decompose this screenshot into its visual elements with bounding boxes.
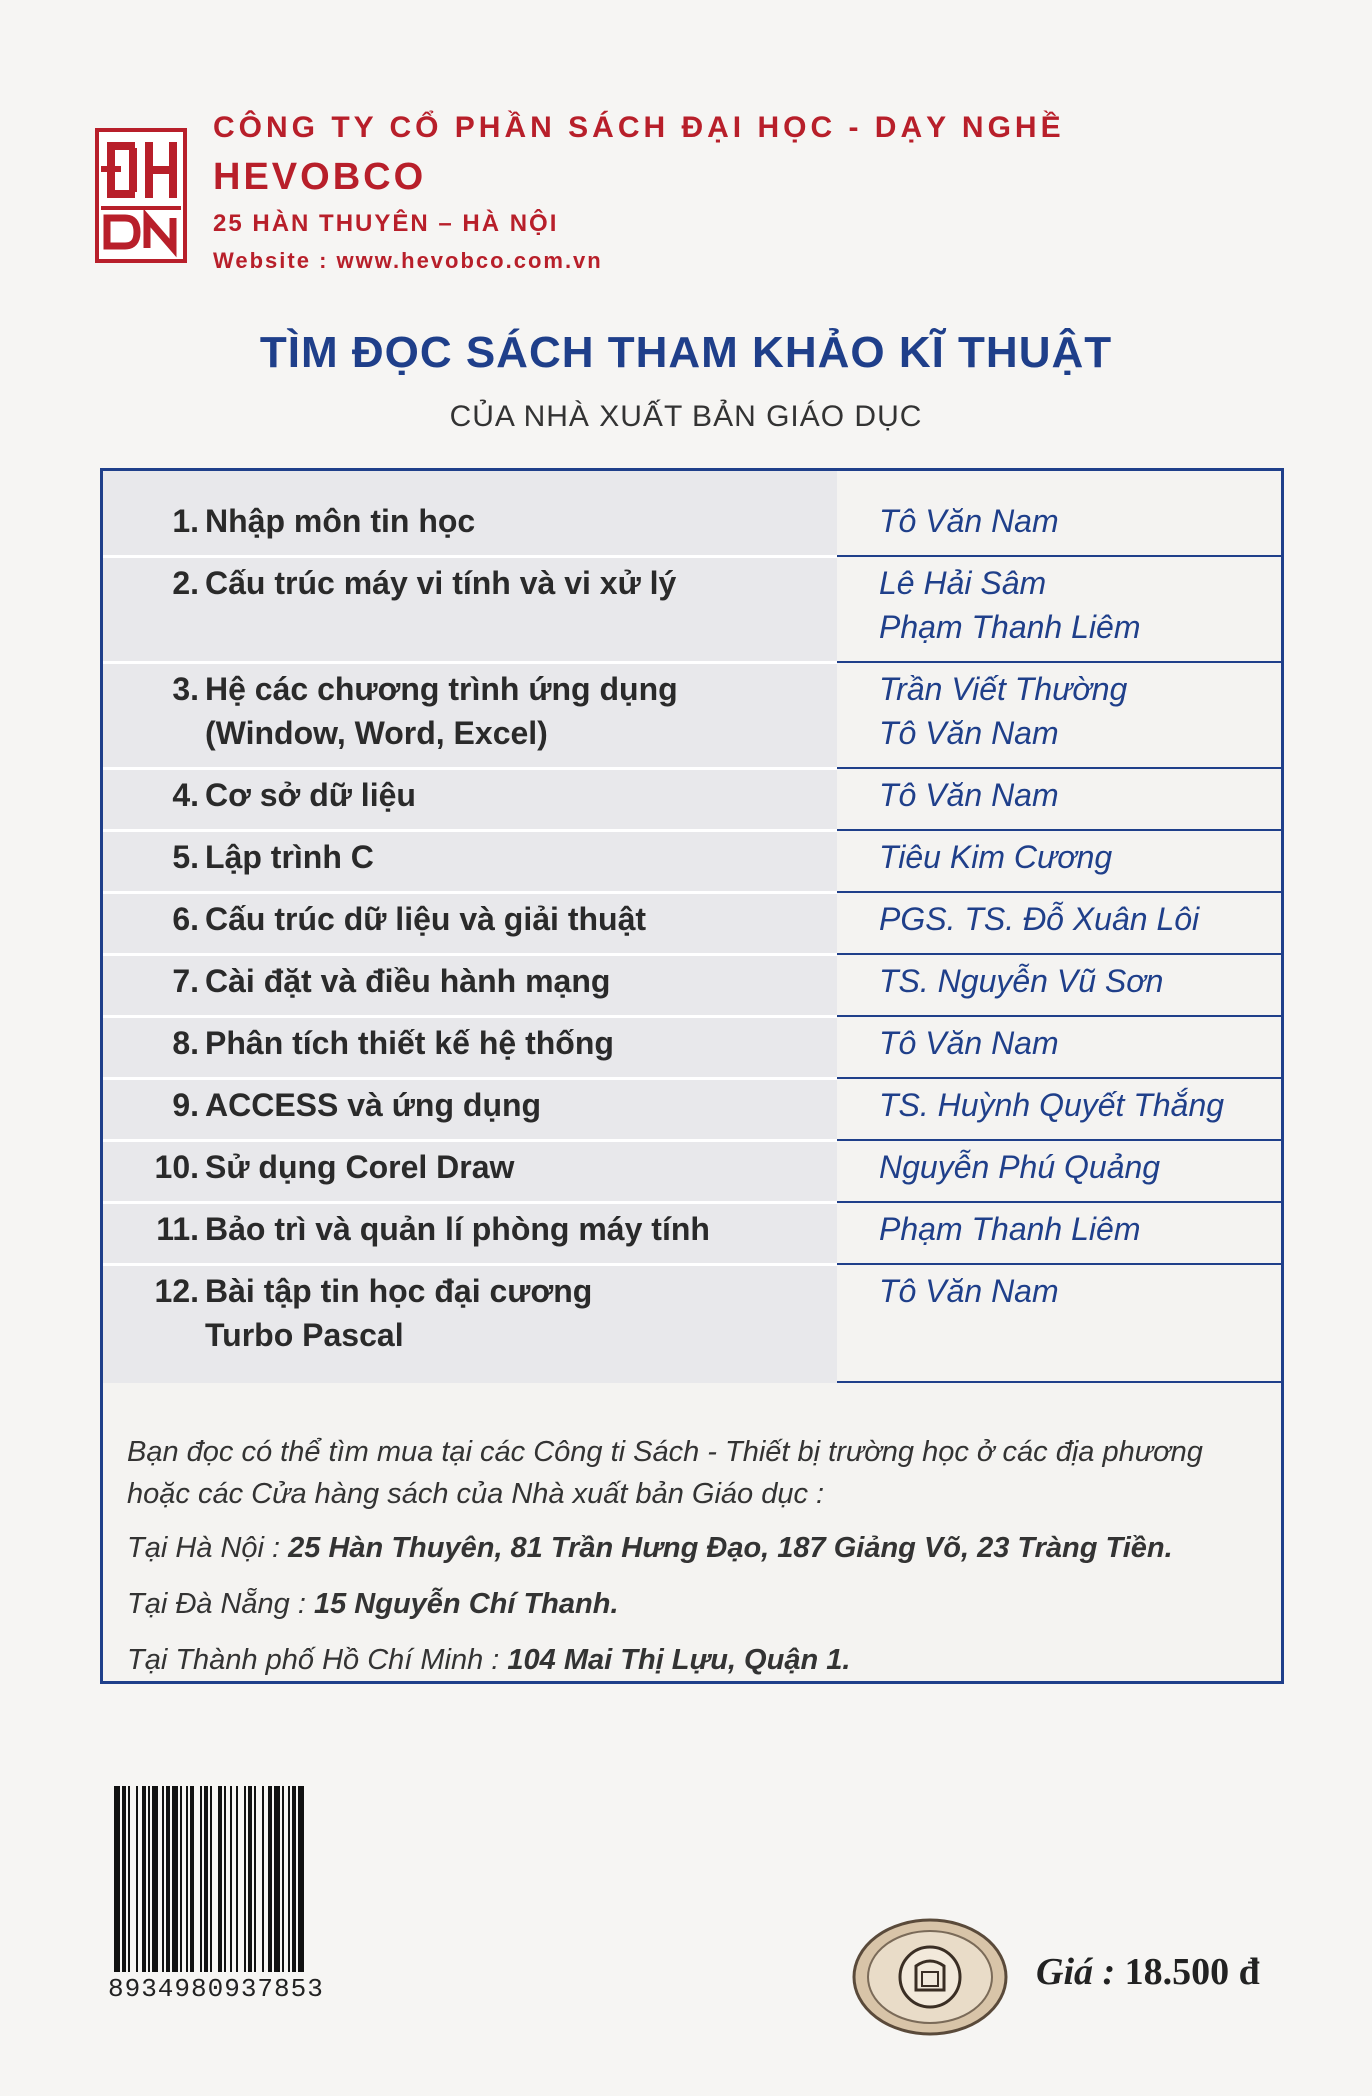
book-author-line: Tô Văn Nam bbox=[879, 715, 1059, 751]
book-author-line: Lê Hải Sâm bbox=[879, 565, 1047, 601]
barcode-bar bbox=[230, 1786, 232, 1972]
store-intro-line-2: hoặc các Cửa hàng sách của Nhà xuất bản Giáo dục : bbox=[127, 1478, 825, 1510]
page-title: TÌM ĐỌC SÁCH THAM KHẢO KĨ THUẬT bbox=[259, 328, 1113, 377]
book-title-line: Hệ các chương trình ứng dụng bbox=[205, 671, 678, 707]
book-author-line: Trần Viết Thường bbox=[879, 671, 1128, 707]
book-title bbox=[205, 835, 825, 879]
row-divider bbox=[837, 953, 1281, 955]
barcode-bar bbox=[142, 1786, 146, 1972]
publisher-seal-icon bbox=[850, 1916, 1010, 2038]
publisher-logo bbox=[95, 128, 187, 263]
book-author bbox=[879, 1145, 1279, 1189]
book-title bbox=[205, 1083, 825, 1127]
barcode-bar bbox=[152, 1786, 158, 1972]
book-author-line: Tô Văn Nam bbox=[879, 777, 1059, 813]
barcode-bar bbox=[114, 1786, 120, 1972]
barcode-bar bbox=[236, 1786, 238, 1972]
row-divider bbox=[837, 767, 1281, 769]
book-title-line: ACCESS và ứng dụng bbox=[205, 1087, 542, 1123]
book-author bbox=[879, 499, 1279, 543]
book-author-line: Tô Văn Nam bbox=[879, 1273, 1059, 1309]
book-number: 7. bbox=[172, 963, 199, 999]
book-title bbox=[205, 897, 825, 941]
barcode-bar bbox=[210, 1786, 212, 1972]
book-row bbox=[103, 1207, 1281, 1263]
book-title-line: Cấu trúc máy vi tính và vi xử lý bbox=[205, 565, 677, 601]
publisher-company: CÔNG TY CỔ PHẦN SÁCH ĐẠI HỌC - DẠY NGHỀ bbox=[213, 111, 1065, 144]
barcode-bar bbox=[172, 1786, 178, 1972]
book-number: 1. bbox=[172, 503, 199, 539]
book-title bbox=[205, 959, 825, 1003]
publisher-address: 25 HÀN THUYÊN – HÀ NỘI bbox=[213, 210, 559, 237]
row-divider bbox=[837, 1077, 1281, 1079]
book-title-line: (Window, Word, Excel) bbox=[205, 715, 548, 751]
barcode-bar bbox=[136, 1786, 138, 1972]
row-divider bbox=[837, 1263, 1281, 1265]
row-divider bbox=[103, 555, 837, 558]
book-row bbox=[103, 1145, 1281, 1201]
row-divider bbox=[103, 953, 837, 956]
row-divider bbox=[837, 829, 1281, 831]
store-hanoi-address: 25 Hàn Thuyên, 81 Trần Hưng Đạo, 187 Giảng Võ, 23 Tràng Tiền. bbox=[288, 1532, 1173, 1564]
book-title-line: Cấu trúc dữ liệu và giải thuật bbox=[205, 901, 647, 937]
row-divider bbox=[837, 1381, 1281, 1383]
row-divider bbox=[837, 1201, 1281, 1203]
book-author-line: Phạm Thanh Liêm bbox=[879, 609, 1141, 645]
publisher-info bbox=[213, 108, 1065, 278]
publisher-name: HEVOBCO bbox=[213, 156, 427, 198]
book-author bbox=[879, 1207, 1279, 1251]
book-title-line: Bảo trì và quản lí phòng máy tính bbox=[205, 1211, 710, 1247]
book-title bbox=[205, 1269, 825, 1357]
barcode-bar bbox=[254, 1786, 256, 1972]
barcode-bar bbox=[128, 1786, 130, 1972]
store-hcm-label: Tại Thành phố Hồ Chí Minh : bbox=[127, 1644, 508, 1676]
book-row bbox=[103, 561, 1281, 661]
price bbox=[1036, 1950, 1260, 1994]
book-author-line: TS. Huỳnh Quyết Thắng bbox=[879, 1087, 1225, 1123]
barcode-bar bbox=[166, 1786, 170, 1972]
publisher-website: Website : www.hevobco.com.vn bbox=[213, 248, 603, 273]
book-row bbox=[103, 1021, 1281, 1077]
store-intro-line-1: Bạn đọc có thể tìm mua tại các Công ti Sách - Thiết bị trường học ở các địa phương bbox=[127, 1436, 1203, 1468]
row-divider bbox=[103, 767, 837, 770]
row-divider bbox=[103, 1015, 837, 1018]
barcode-bar bbox=[190, 1786, 194, 1972]
barcode-bar bbox=[248, 1786, 252, 1972]
barcode-bar bbox=[274, 1786, 280, 1972]
store-hcm-address: 104 Mai Thị Lựu, Quận 1. bbox=[507, 1644, 851, 1676]
row-divider bbox=[103, 1077, 837, 1080]
book-title-line: Cơ sở dữ liệu bbox=[205, 777, 416, 813]
row-divider bbox=[837, 555, 1281, 557]
barcode-digits: 8934980937853 bbox=[108, 1974, 324, 2004]
store-danang bbox=[127, 1583, 1267, 1625]
book-row bbox=[103, 499, 1281, 555]
book-title-line: Phân tích thiết kế hệ thống bbox=[205, 1025, 614, 1061]
row-divider bbox=[103, 661, 837, 664]
row-divider bbox=[103, 829, 837, 832]
book-number: 9. bbox=[172, 1087, 199, 1123]
barcode-bar bbox=[292, 1786, 296, 1972]
book-title bbox=[205, 499, 825, 543]
book-title-line: Turbo Pascal bbox=[205, 1317, 404, 1353]
barcode-bar bbox=[122, 1786, 126, 1972]
row-divider bbox=[837, 1139, 1281, 1141]
price-value: 18.500 đ bbox=[1124, 1951, 1260, 1993]
book-title-line: Nhập môn tin học bbox=[205, 503, 476, 539]
book-author bbox=[879, 1269, 1279, 1313]
book-row bbox=[103, 897, 1281, 953]
book-row bbox=[103, 1269, 1281, 1381]
book-author bbox=[879, 773, 1279, 817]
book-number: 2. bbox=[172, 565, 199, 601]
page-subtitle: CỦA NHÀ XUẤT BẢN GIÁO DỤC bbox=[449, 400, 923, 433]
book-author-line: Nguyễn Phú Quảng bbox=[879, 1149, 1161, 1185]
book-author-line: Phạm Thanh Liêm bbox=[879, 1211, 1141, 1247]
book-row bbox=[103, 959, 1281, 1015]
book-title-line: Bài tập tin học đại cương bbox=[205, 1273, 593, 1309]
barcode-bar bbox=[162, 1786, 164, 1972]
book-title-line: Sử dụng Corel Draw bbox=[205, 1149, 515, 1185]
book-row bbox=[103, 667, 1281, 767]
barcode-bar bbox=[186, 1786, 188, 1972]
book-author bbox=[879, 561, 1279, 649]
publisher-logo-mark bbox=[99, 132, 183, 259]
book-row bbox=[103, 773, 1281, 829]
barcode-bar bbox=[298, 1786, 304, 1972]
book-author-line: Tô Văn Nam bbox=[879, 503, 1059, 539]
barcode-bar bbox=[262, 1786, 264, 1972]
book-number: 3. bbox=[172, 671, 199, 707]
book-number: 6. bbox=[172, 901, 199, 937]
book-title bbox=[205, 1021, 825, 1065]
barcode-bar bbox=[288, 1786, 290, 1972]
barcode-bar bbox=[180, 1786, 182, 1972]
row-divider bbox=[103, 1263, 837, 1266]
book-number: 5. bbox=[172, 839, 199, 875]
book-number: 10. bbox=[154, 1149, 199, 1185]
barcode-bar bbox=[244, 1786, 246, 1972]
book-number: 4. bbox=[172, 777, 199, 813]
barcode-bar bbox=[268, 1786, 272, 1972]
book-author-line: Tô Văn Nam bbox=[879, 1025, 1059, 1061]
book-row bbox=[103, 1083, 1281, 1139]
book-author bbox=[879, 897, 1279, 941]
book-title-line: Lập trình C bbox=[205, 839, 374, 875]
row-divider bbox=[103, 1139, 837, 1142]
book-author bbox=[879, 1021, 1279, 1065]
price-label: Giá : bbox=[1036, 1951, 1125, 1993]
book-author bbox=[879, 667, 1279, 755]
book-author bbox=[879, 835, 1279, 879]
book-title bbox=[205, 1207, 825, 1251]
book-number: 8. bbox=[172, 1025, 199, 1061]
row-divider bbox=[103, 891, 837, 894]
store-hanoi bbox=[127, 1527, 1267, 1569]
barcode-bar bbox=[224, 1786, 226, 1972]
book-title-line: Cài đặt và điều hành mạng bbox=[205, 963, 611, 999]
store-danang-address: 15 Nguyễn Chí Thanh. bbox=[313, 1588, 619, 1620]
book-number: 12. bbox=[154, 1273, 199, 1309]
book-number: 11. bbox=[156, 1211, 199, 1247]
barcode bbox=[110, 1786, 390, 1986]
book-row bbox=[103, 835, 1281, 891]
book-title bbox=[205, 773, 825, 817]
book-title bbox=[205, 1145, 825, 1189]
barcode-bar bbox=[200, 1786, 202, 1972]
book-list-box bbox=[100, 468, 1284, 1684]
row-divider bbox=[103, 1201, 837, 1204]
book-author bbox=[879, 959, 1279, 1003]
row-divider bbox=[837, 891, 1281, 893]
book-author-line: PGS. TS. Đỗ Xuân Lôi bbox=[879, 901, 1200, 937]
row-divider bbox=[837, 1015, 1281, 1017]
book-author-line: TS. Nguyễn Vũ Sơn bbox=[879, 963, 1164, 999]
row-divider bbox=[837, 661, 1281, 663]
barcode-bar bbox=[282, 1786, 284, 1972]
book-author bbox=[879, 1083, 1279, 1127]
store-danang-label: Tại Đà Nẵng : bbox=[127, 1588, 314, 1620]
store-hcm bbox=[127, 1639, 1267, 1681]
book-title bbox=[205, 561, 825, 605]
book-title bbox=[205, 667, 825, 755]
store-info bbox=[127, 1431, 1267, 1695]
book-author-line: Tiêu Kim Cương bbox=[879, 839, 1113, 875]
barcode-bar bbox=[218, 1786, 222, 1972]
barcode-bar bbox=[148, 1786, 150, 1972]
barcode-bar bbox=[204, 1786, 208, 1972]
store-hanoi-label: Tại Hà Nội : bbox=[127, 1532, 289, 1564]
